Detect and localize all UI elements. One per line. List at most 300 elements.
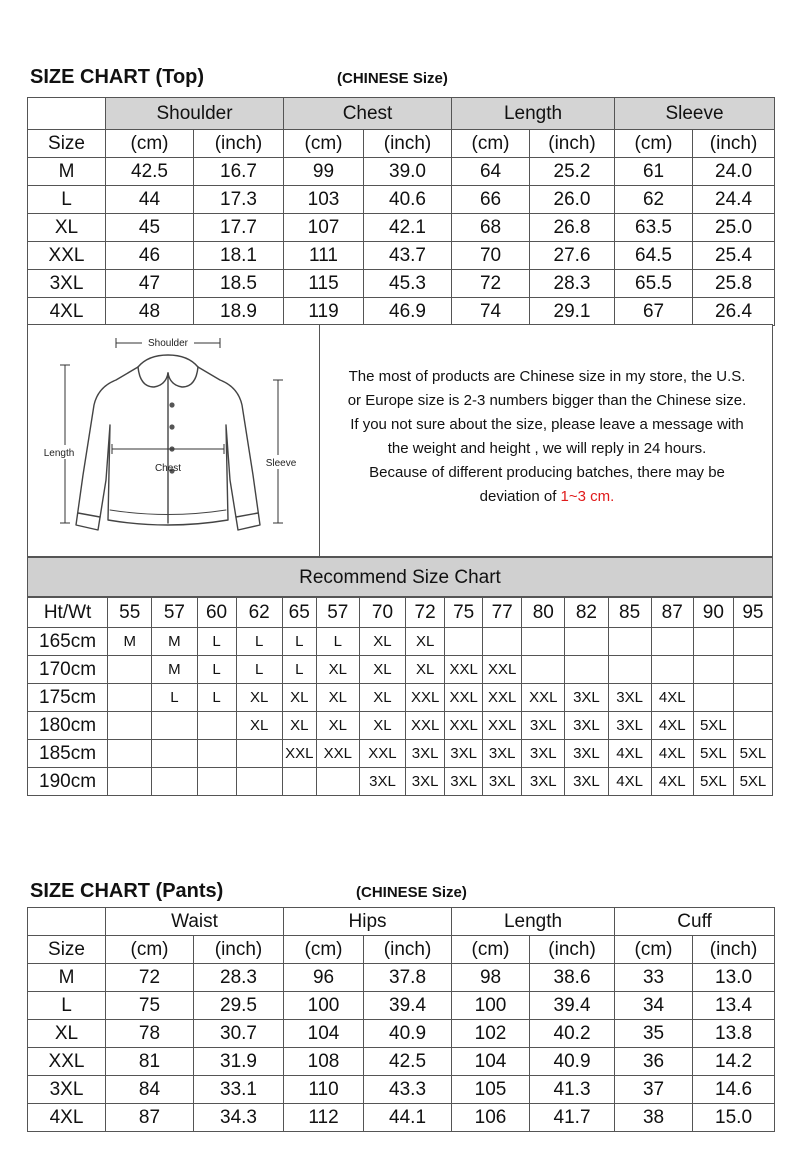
recommend-height-row: [28, 628, 773, 656]
unit-inch: (inch): [530, 936, 615, 964]
top-value-cell: 26.4: [693, 298, 775, 326]
unit-cm: (cm): [452, 936, 530, 964]
recommend-size-cell: [445, 628, 483, 656]
pants-size-row: [28, 992, 775, 1020]
weight-header: 70: [359, 598, 405, 628]
pants-value-cell: 100: [452, 992, 530, 1020]
pants-size-cell: 4XL: [28, 1104, 106, 1132]
unit-cm: (cm): [106, 130, 194, 158]
recommend-size-cell: XXL: [483, 656, 522, 684]
pants-value-cell: 96: [284, 964, 364, 992]
pants-size-row: [28, 1048, 775, 1076]
label-chest: Chest: [154, 463, 182, 474]
top-value-cell: 111: [284, 242, 364, 270]
recommend-size-cell: 5XL: [733, 768, 772, 796]
recommend-size-cell: 3XL: [445, 768, 483, 796]
top-value-cell: 17.7: [194, 214, 284, 242]
recommend-size-cell: XL: [316, 712, 359, 740]
unit-cm: (cm): [284, 130, 364, 158]
top-value-cell: 65.5: [615, 270, 693, 298]
recommend-size-cell: [483, 628, 522, 656]
recommend-size-cell: XL: [406, 656, 445, 684]
weight-header: 57: [152, 598, 197, 628]
top-value-cell: 28.3: [530, 270, 615, 298]
recommend-size-cell: XL: [282, 712, 316, 740]
recommend-size-cell: 3XL: [483, 768, 522, 796]
size-note: [321, 365, 773, 509]
pants-value-cell: 28.3: [194, 964, 284, 992]
pants-chart-title: SIZE CHART (Pants): [30, 880, 224, 902]
weight-header: 60: [197, 598, 236, 628]
top-value-cell: 26.0: [530, 186, 615, 214]
recommend-size-cell: [152, 740, 197, 768]
height-label: 170cm: [28, 656, 108, 684]
label-length: Length: [43, 448, 75, 459]
recommend-size-cell: [693, 684, 733, 712]
pants-header-corner: [28, 908, 106, 936]
unit-cm: (cm): [615, 936, 693, 964]
top-size-cell: 3XL: [28, 270, 106, 298]
top-value-cell: 18.9: [194, 298, 284, 326]
recommend-size-cell: [733, 684, 772, 712]
note-line: Because of different producing batches, there may be: [369, 464, 725, 481]
top-value-cell: 40.6: [364, 186, 452, 214]
recommend-size-cell: XL: [359, 656, 405, 684]
recommend-size-cell: XL: [316, 656, 359, 684]
pants-value-cell: 39.4: [364, 992, 452, 1020]
recommend-size-cell: XXL: [445, 684, 483, 712]
top-value-cell: 24.4: [693, 186, 775, 214]
pants-value-cell: 41.3: [530, 1076, 615, 1104]
recommend-size-cell: [236, 768, 282, 796]
pants-value-cell: 15.0: [693, 1104, 775, 1132]
weight-header: 55: [108, 598, 152, 628]
recommend-size-cell: XL: [316, 684, 359, 712]
top-value-cell: 25.2: [530, 158, 615, 186]
top-header-corner: [28, 98, 106, 130]
recommend-size-cell: L: [197, 656, 236, 684]
pants-value-cell: 37: [615, 1076, 693, 1104]
pants-value-cell: 112: [284, 1104, 364, 1132]
unit-cm: (cm): [284, 936, 364, 964]
pants-value-cell: 98: [452, 964, 530, 992]
pants-value-cell: 37.8: [364, 964, 452, 992]
label-sleeve: Sleeve: [265, 458, 297, 469]
note-line: [321, 485, 773, 509]
recommend-size-cell: XL: [406, 628, 445, 656]
recommend-size-cell: XL: [236, 712, 282, 740]
pants-header-length: Length: [452, 908, 615, 936]
top-value-cell: 29.1: [530, 298, 615, 326]
recommend-size-cell: [108, 740, 152, 768]
recommend-size-cell: 3XL: [406, 768, 445, 796]
pants-value-cell: 105: [452, 1076, 530, 1104]
top-value-cell: 66: [452, 186, 530, 214]
top-value-cell: 103: [284, 186, 364, 214]
pants-value-cell: 102: [452, 1020, 530, 1048]
recommend-size-cell: L: [282, 656, 316, 684]
pants-value-cell: 39.4: [530, 992, 615, 1020]
top-size-cell: XL: [28, 214, 106, 242]
weight-header: 65: [282, 598, 316, 628]
pants-value-cell: 41.7: [530, 1104, 615, 1132]
recommend-size-cell: 4XL: [651, 684, 693, 712]
recommend-size-cell: L: [152, 684, 197, 712]
label-shoulder: Shoulder: [147, 338, 189, 349]
recommend-size-cell: M: [108, 628, 152, 656]
recommend-size-cell: XXL: [483, 684, 522, 712]
top-value-cell: 46.9: [364, 298, 452, 326]
pants-header-hips: Hips: [284, 908, 452, 936]
top-value-cell: 45: [106, 214, 194, 242]
unit-inch: (inch): [693, 936, 775, 964]
pants-value-cell: 81: [106, 1048, 194, 1076]
recommend-size-cell: [522, 628, 565, 656]
pants-value-cell: 110: [284, 1076, 364, 1104]
recommend-size-cell: [693, 628, 733, 656]
top-value-cell: 42.1: [364, 214, 452, 242]
note-deviation-suffix: .: [610, 488, 615, 505]
pants-size-row: [28, 1076, 775, 1104]
recommend-size-cell: 4XL: [651, 740, 693, 768]
recommend-size-cell: [522, 656, 565, 684]
recommend-size-cell: [152, 768, 197, 796]
pants-size-row: [28, 1104, 775, 1132]
recommend-size-cell: XXL: [282, 740, 316, 768]
top-value-cell: 107: [284, 214, 364, 242]
info-box: [27, 324, 773, 557]
pants-value-cell: 13.0: [693, 964, 775, 992]
top-value-cell: 72: [452, 270, 530, 298]
note-line: the weight and height , we will reply in 24 hours.: [387, 440, 707, 457]
top-size-row: [28, 242, 775, 270]
top-size-row: [28, 214, 775, 242]
top-size-cell: 4XL: [28, 298, 106, 326]
top-value-cell: 16.7: [194, 158, 284, 186]
pants-header-cuff: Cuff: [615, 908, 775, 936]
pants-header-waist: Waist: [106, 908, 284, 936]
unit-inch: (inch): [194, 130, 284, 158]
top-size-cell: XXL: [28, 242, 106, 270]
unit-cm: (cm): [452, 130, 530, 158]
top-value-cell: 74: [452, 298, 530, 326]
recommend-size-cell: [197, 712, 236, 740]
recommend-size-cell: [108, 768, 152, 796]
recommend-size-cell: [693, 656, 733, 684]
recommend-size-cell: 3XL: [565, 684, 608, 712]
pants-value-cell: 108: [284, 1048, 364, 1076]
top-value-cell: 18.1: [194, 242, 284, 270]
top-chart-title: SIZE CHART (Top): [30, 66, 205, 88]
pants-size-table: [27, 907, 775, 1132]
note-deviation-value: 1~3 cm: [560, 488, 611, 505]
pants-value-cell: 72: [106, 964, 194, 992]
height-label: 185cm: [28, 740, 108, 768]
top-size-cell: M: [28, 158, 106, 186]
pants-size-row: [28, 964, 775, 992]
recommend-size-cell: [608, 628, 651, 656]
pants-value-cell: 29.5: [194, 992, 284, 1020]
pants-value-cell: 33: [615, 964, 693, 992]
recommend-size-cell: L: [197, 628, 236, 656]
pants-value-cell: 38.6: [530, 964, 615, 992]
pants-value-cell: 42.5: [364, 1048, 452, 1076]
top-size-row: [28, 270, 775, 298]
pants-size-cell: XL: [28, 1020, 106, 1048]
recommend-size-cell: 5XL: [733, 740, 772, 768]
top-value-cell: 70: [452, 242, 530, 270]
recommend-size-cell: 4XL: [651, 712, 693, 740]
unit-inch: (inch): [364, 130, 452, 158]
recommend-size-cell: L: [197, 684, 236, 712]
recommend-weight-row: [28, 598, 773, 628]
recommend-height-row: [28, 656, 773, 684]
recommend-height-row: [28, 740, 773, 768]
pants-value-cell: 14.6: [693, 1076, 775, 1104]
pants-value-cell: 84: [106, 1076, 194, 1104]
unit-inch: (inch): [530, 130, 615, 158]
recommend-size-cell: [733, 628, 772, 656]
recommend-size-cell: [152, 712, 197, 740]
top-value-cell: 25.0: [693, 214, 775, 242]
unit-inch: (inch): [364, 936, 452, 964]
recommend-height-row: [28, 712, 773, 740]
top-value-cell: 64: [452, 158, 530, 186]
top-value-cell: 27.6: [530, 242, 615, 270]
recommend-corner-label: Ht/Wt: [28, 598, 108, 628]
recommend-size-cell: XXL: [445, 656, 483, 684]
top-size-cell: L: [28, 186, 106, 214]
top-value-cell: 68: [452, 214, 530, 242]
recommend-size-cell: 3XL: [359, 768, 405, 796]
top-units-row: [28, 130, 775, 158]
recommend-size-cell: [108, 656, 152, 684]
pants-value-cell: 31.9: [194, 1048, 284, 1076]
recommend-size-cell: 3XL: [522, 712, 565, 740]
recommend-size-cell: 3XL: [565, 768, 608, 796]
weight-header: 87: [651, 598, 693, 628]
recommend-size-cell: [608, 656, 651, 684]
recommend-size-cell: 3XL: [565, 712, 608, 740]
recommend-size-cell: 5XL: [693, 740, 733, 768]
pants-size-cell: XXL: [28, 1048, 106, 1076]
pants-size-cell: M: [28, 964, 106, 992]
top-value-cell: 63.5: [615, 214, 693, 242]
top-value-cell: 39.0: [364, 158, 452, 186]
recommend-size-cell: [108, 684, 152, 712]
pants-size-label: Size: [28, 936, 106, 964]
recommend-size-cell: 3XL: [608, 712, 651, 740]
top-header-length: Length: [452, 98, 615, 130]
top-chart-subtitle: (CHINESE Size): [337, 70, 448, 87]
recommend-size-cell: [733, 656, 772, 684]
recommend-size-cell: [651, 628, 693, 656]
top-value-cell: 45.3: [364, 270, 452, 298]
recommend-size-cell: 5XL: [693, 768, 733, 796]
recommend-size-cell: [565, 656, 608, 684]
pants-value-cell: 35: [615, 1020, 693, 1048]
shirt-illustration: [28, 325, 319, 556]
pants-value-cell: 104: [452, 1048, 530, 1076]
top-value-cell: 115: [284, 270, 364, 298]
pants-value-cell: 13.4: [693, 992, 775, 1020]
pants-units-row: [28, 936, 775, 964]
top-value-cell: 43.7: [364, 242, 452, 270]
pants-chart-subtitle: (CHINESE Size): [356, 884, 467, 901]
recommend-size-cell: XXL: [483, 712, 522, 740]
top-value-cell: 119: [284, 298, 364, 326]
top-value-cell: 24.0: [693, 158, 775, 186]
pants-size-cell: 3XL: [28, 1076, 106, 1104]
top-value-cell: 17.3: [194, 186, 284, 214]
recommend-height-row: [28, 684, 773, 712]
recommend-size-cell: L: [282, 628, 316, 656]
recommend-size-cell: XL: [282, 684, 316, 712]
recommend-size-cell: 3XL: [445, 740, 483, 768]
weight-header: 80: [522, 598, 565, 628]
recommend-size-cell: XL: [236, 684, 282, 712]
top-value-cell: 25.8: [693, 270, 775, 298]
top-header-shoulder: Shoulder: [106, 98, 284, 130]
height-label: 165cm: [28, 628, 108, 656]
top-value-cell: 44: [106, 186, 194, 214]
top-size-label: Size: [28, 130, 106, 158]
note-line: If you not sure about the size, please leave a message with: [350, 416, 744, 433]
weight-header: 77: [483, 598, 522, 628]
recommend-size-cell: XXL: [406, 712, 445, 740]
recommend-size-cell: 4XL: [651, 768, 693, 796]
recommend-size-cell: 4XL: [608, 740, 651, 768]
pants-value-cell: 40.2: [530, 1020, 615, 1048]
pants-value-cell: 34.3: [194, 1104, 284, 1132]
pants-value-cell: 34: [615, 992, 693, 1020]
recommend-size-cell: XL: [359, 684, 405, 712]
pants-value-cell: 36: [615, 1048, 693, 1076]
weight-header: 95: [733, 598, 772, 628]
unit-cm: (cm): [615, 130, 693, 158]
weight-header: 85: [608, 598, 651, 628]
recommend-size-cell: 3XL: [483, 740, 522, 768]
pants-value-cell: 13.8: [693, 1020, 775, 1048]
recommend-height-row: [28, 768, 773, 796]
recommend-size-cell: XL: [359, 712, 405, 740]
top-value-cell: 18.5: [194, 270, 284, 298]
recommend-size-table: [27, 597, 773, 796]
recommend-size-cell: [651, 656, 693, 684]
recommend-size-cell: 4XL: [608, 768, 651, 796]
unit-cm: (cm): [106, 936, 194, 964]
weight-header: 75: [445, 598, 483, 628]
top-value-cell: 46: [106, 242, 194, 270]
recommend-size-cell: [316, 768, 359, 796]
note-line: or Europe size is 2-3 numbers bigger than the Chinese size.: [347, 392, 747, 409]
recommend-size-cell: 3XL: [522, 740, 565, 768]
weight-header: 62: [236, 598, 282, 628]
recommend-size-cell: XXL: [406, 684, 445, 712]
top-value-cell: 62: [615, 186, 693, 214]
recommend-size-cell: [197, 740, 236, 768]
recommend-size-cell: [282, 768, 316, 796]
weight-header: 82: [565, 598, 608, 628]
pants-value-cell: 44.1: [364, 1104, 452, 1132]
note-line: The most of products are Chinese size in my store, the U.S.: [348, 368, 746, 385]
pants-value-cell: 30.7: [194, 1020, 284, 1048]
recommend-size-cell: XXL: [316, 740, 359, 768]
pants-value-cell: 40.9: [364, 1020, 452, 1048]
note-deviation-prefix: deviation of: [479, 488, 561, 505]
recommend-size-cell: 3XL: [522, 768, 565, 796]
weight-header: 57: [316, 598, 359, 628]
pants-value-cell: 40.9: [530, 1048, 615, 1076]
unit-inch: (inch): [194, 936, 284, 964]
pants-value-cell: 75: [106, 992, 194, 1020]
height-label: 190cm: [28, 768, 108, 796]
recommend-size-cell: XL: [359, 628, 405, 656]
top-size-row: [28, 158, 775, 186]
recommend-size-cell: [733, 712, 772, 740]
pants-value-cell: 87: [106, 1104, 194, 1132]
top-value-cell: 48: [106, 298, 194, 326]
recommend-size-cell: L: [316, 628, 359, 656]
top-header-sleeve: Sleeve: [615, 98, 775, 130]
pants-value-cell: 78: [106, 1020, 194, 1048]
recommend-size-cell: XXL: [445, 712, 483, 740]
recommend-size-cell: L: [236, 656, 282, 684]
pants-value-cell: 104: [284, 1020, 364, 1048]
pants-value-cell: 100: [284, 992, 364, 1020]
top-size-table: [27, 97, 775, 326]
recommend-size-cell: [236, 740, 282, 768]
top-size-row: [28, 186, 775, 214]
height-label: 175cm: [28, 684, 108, 712]
top-value-cell: 26.8: [530, 214, 615, 242]
pants-value-cell: 14.2: [693, 1048, 775, 1076]
top-value-cell: 42.5: [106, 158, 194, 186]
pants-value-cell: 38: [615, 1104, 693, 1132]
top-value-cell: 67: [615, 298, 693, 326]
recommend-size-cell: 3XL: [565, 740, 608, 768]
top-value-cell: 61: [615, 158, 693, 186]
recommend-size-cell: [565, 628, 608, 656]
recommend-size-cell: XXL: [359, 740, 405, 768]
recommend-size-cell: M: [152, 656, 197, 684]
pants-size-row: [28, 1020, 775, 1048]
pants-value-cell: 33.1: [194, 1076, 284, 1104]
top-header-chest: Chest: [284, 98, 452, 130]
recommend-size-cell: [197, 768, 236, 796]
recommend-size-cell: L: [236, 628, 282, 656]
recommend-size-cell: XXL: [522, 684, 565, 712]
pants-value-cell: 106: [452, 1104, 530, 1132]
top-value-cell: 47: [106, 270, 194, 298]
top-value-cell: 25.4: [693, 242, 775, 270]
recommend-size-cell: 3XL: [406, 740, 445, 768]
unit-inch: (inch): [693, 130, 775, 158]
recommend-size-cell: [108, 712, 152, 740]
weight-header: 72: [406, 598, 445, 628]
recommend-chart-title: Recommend Size Chart: [27, 557, 773, 597]
pants-value-cell: 43.3: [364, 1076, 452, 1104]
recommend-size-cell: M: [152, 628, 197, 656]
recommend-size-cell: 3XL: [608, 684, 651, 712]
pants-size-cell: L: [28, 992, 106, 1020]
top-value-cell: 99: [284, 158, 364, 186]
shirt-measurement-diagram: [28, 325, 320, 556]
weight-header: 90: [693, 598, 733, 628]
top-value-cell: 64.5: [615, 242, 693, 270]
top-size-row: [28, 298, 775, 326]
height-label: 180cm: [28, 712, 108, 740]
